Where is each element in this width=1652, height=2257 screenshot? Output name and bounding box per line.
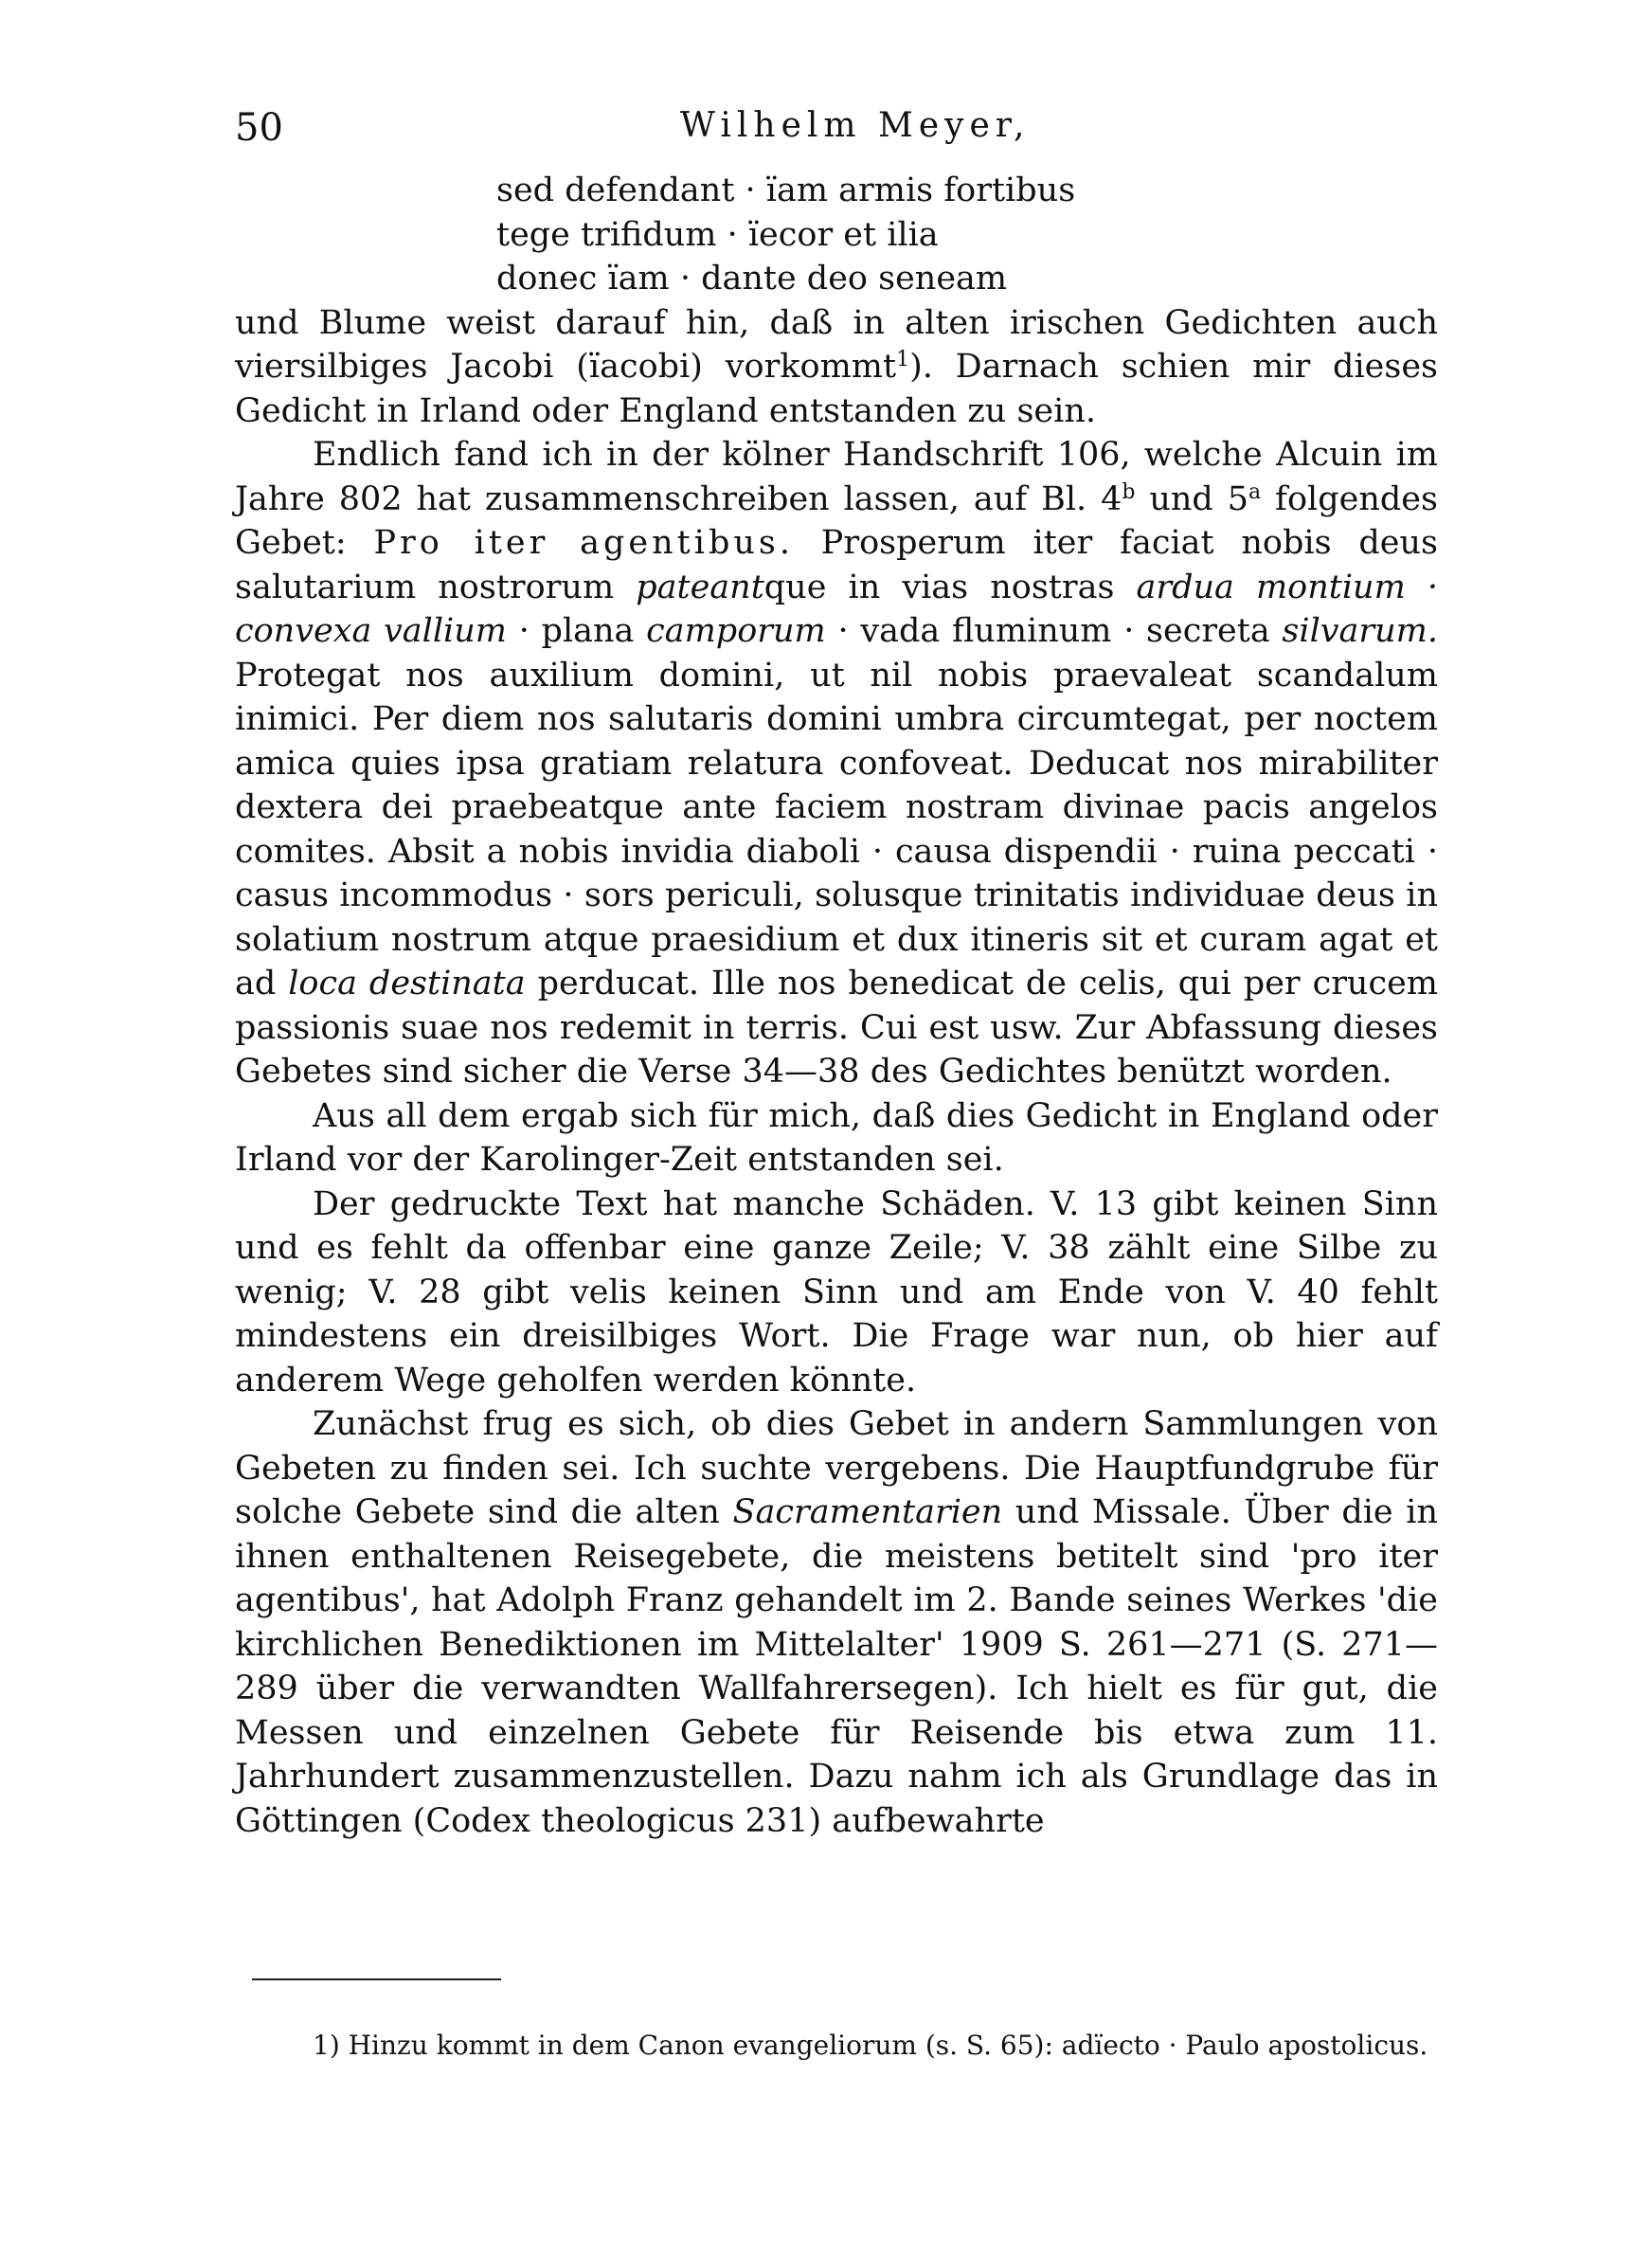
italic-text: camporum: [646, 612, 826, 650]
paragraph: Aus all dem ergab sich für mich, daß dies Gedicht in England oder Irland vor der Karolinger-Zeit entstanden sei.: [235, 1096, 1438, 1179]
body-text: [235, 169, 1438, 1843]
footnote: 1) Hinzu kommt in dem Canon evangeliorum (s. S. 65): adïecto · Paulo apostolicus.: [313, 2030, 1428, 2061]
paragraph-text: Endlich fand ich in der kölner Handschrift 106, welche Alcuin im Jahre 802 hat zusammenschreiben lassen, auf Bl. 4: [235, 436, 1438, 518]
page-number: 50: [235, 106, 283, 150]
paragraph: [235, 301, 1438, 434]
paragraph-text: folgendes Gebet:: [235, 479, 1438, 562]
superscript: a: [1248, 479, 1262, 504]
verse-block: [235, 169, 1438, 301]
prayer-title: Pro iter agentibus.: [373, 524, 794, 562]
italic-text: ardua montium · convexa vallium: [235, 568, 1438, 650]
paragraph-text: · plana: [506, 612, 647, 650]
paragraph-text: und Blume weist darauf hin, daß in alten irischen Gedichten auch viersilbiges Jacobi (ïacobi) vorkommt: [235, 303, 1438, 386]
paragraph-text: ). Darnach schien mir dieses Gedicht in Irland oder England entstanden zu sein.: [235, 348, 1438, 430]
page-header: [235, 106, 1438, 163]
paragraph-text: und Missale. Über die in ihnen enthaltenen Reisegebete, die meistens betitelt sind 'pro iter agentibus', hat Adolph Franz gehandelt im 2. Bande seines Werkes 'die kirchlichen Benediktionen im Mittelalter' 1909 S. 261—271 (S. 271—289 über die verwandten Wallfahrersegen). Ich hielt es für gut, die Messen und einzelnen Gebete für Reisende bis etwa zum 11. Jahrhundert zusammenzustellen. Dazu nahm ich als Grundlage das in Göttingen (Codex theologicus 231) aufbewahrte: [235, 1493, 1438, 1840]
running-head: Wilhelm Meyer,: [680, 106, 1031, 145]
paragraph-text: que in vias nostras: [763, 568, 1137, 606]
italic-text: Sacramentarien: [732, 1493, 1003, 1531]
footnote-reference: 1: [896, 348, 910, 371]
paragraph: [235, 433, 1438, 1094]
paragraph: Der gedruckte Text hat manche Schäden. V. 13 gibt keinen Sinn und es fehlt da offenbar eine ganze Zeile; V. 38 zählt eine Silbe zu wenig; V. 28 gibt velis keinen Sinn und am Ende von V. 40 fehlt mindestens ein dreisilbiges Wort. Die Frage war nun, ob hier auf anderem Wege geholfen werden könnte.: [235, 1184, 1438, 1399]
italic-text: silvarum.: [1282, 612, 1438, 650]
paragraph-text: perducat. Ille nos benedicat de celis, qui per crucem passionis suae nos redemit in terris. Cui est usw. Zur Abfassung dieses Gebetes sind sicher die Verse 34—38 des Gedichtes benützt worden.: [235, 965, 1438, 1091]
paragraph-text: Protegat nos auxilium domini, ut nil nobis praevaleat scandalum inimici. Per diem nos salutaris domini umbra circumtegat, per noctem amica quies ipsa gratiam relatura confoveat. Deducat nos mirabiliter dextera dei praebeatque ante faciem nostram divinae pacis angelos comites. Absit a nobis invidia diaboli · causa dispendii · ruina peccati · casus incommodus · sors periculi, solusque trinitatis individuae deus in solatium nostrum atque praesidium et dux itineris sit et curam agat et ad: [235, 656, 1438, 1002]
paragraph-text: · vada fluminum · secreta: [825, 612, 1283, 650]
paragraph-text: und 5: [1135, 479, 1248, 518]
footnote-divider: [252, 1978, 501, 1980]
paragraph: [235, 1402, 1438, 1843]
paragraph-text: Prosperum iter faciat nobis deus salutarium nostrorum: [235, 524, 1438, 606]
italic-text: loca destinata: [288, 965, 526, 1002]
verse-line: donec ïam · dante deo seneam: [496, 260, 1008, 298]
italic-text: pateant: [636, 568, 764, 606]
superscript: b: [1122, 479, 1136, 504]
verse-line: tege trifidum · ïecor et ilia: [496, 215, 939, 254]
verse-line: sed defendant · ïam armis fortibus: [496, 172, 1076, 209]
paragraph-text: Zunächst frug es sich, ob dies Gebet in andern Sammlungen von Gebeten zu finden sei. Ich suchte vergebens. Die Hauptfundgrube für solche Gebete sind die alten: [235, 1405, 1438, 1531]
